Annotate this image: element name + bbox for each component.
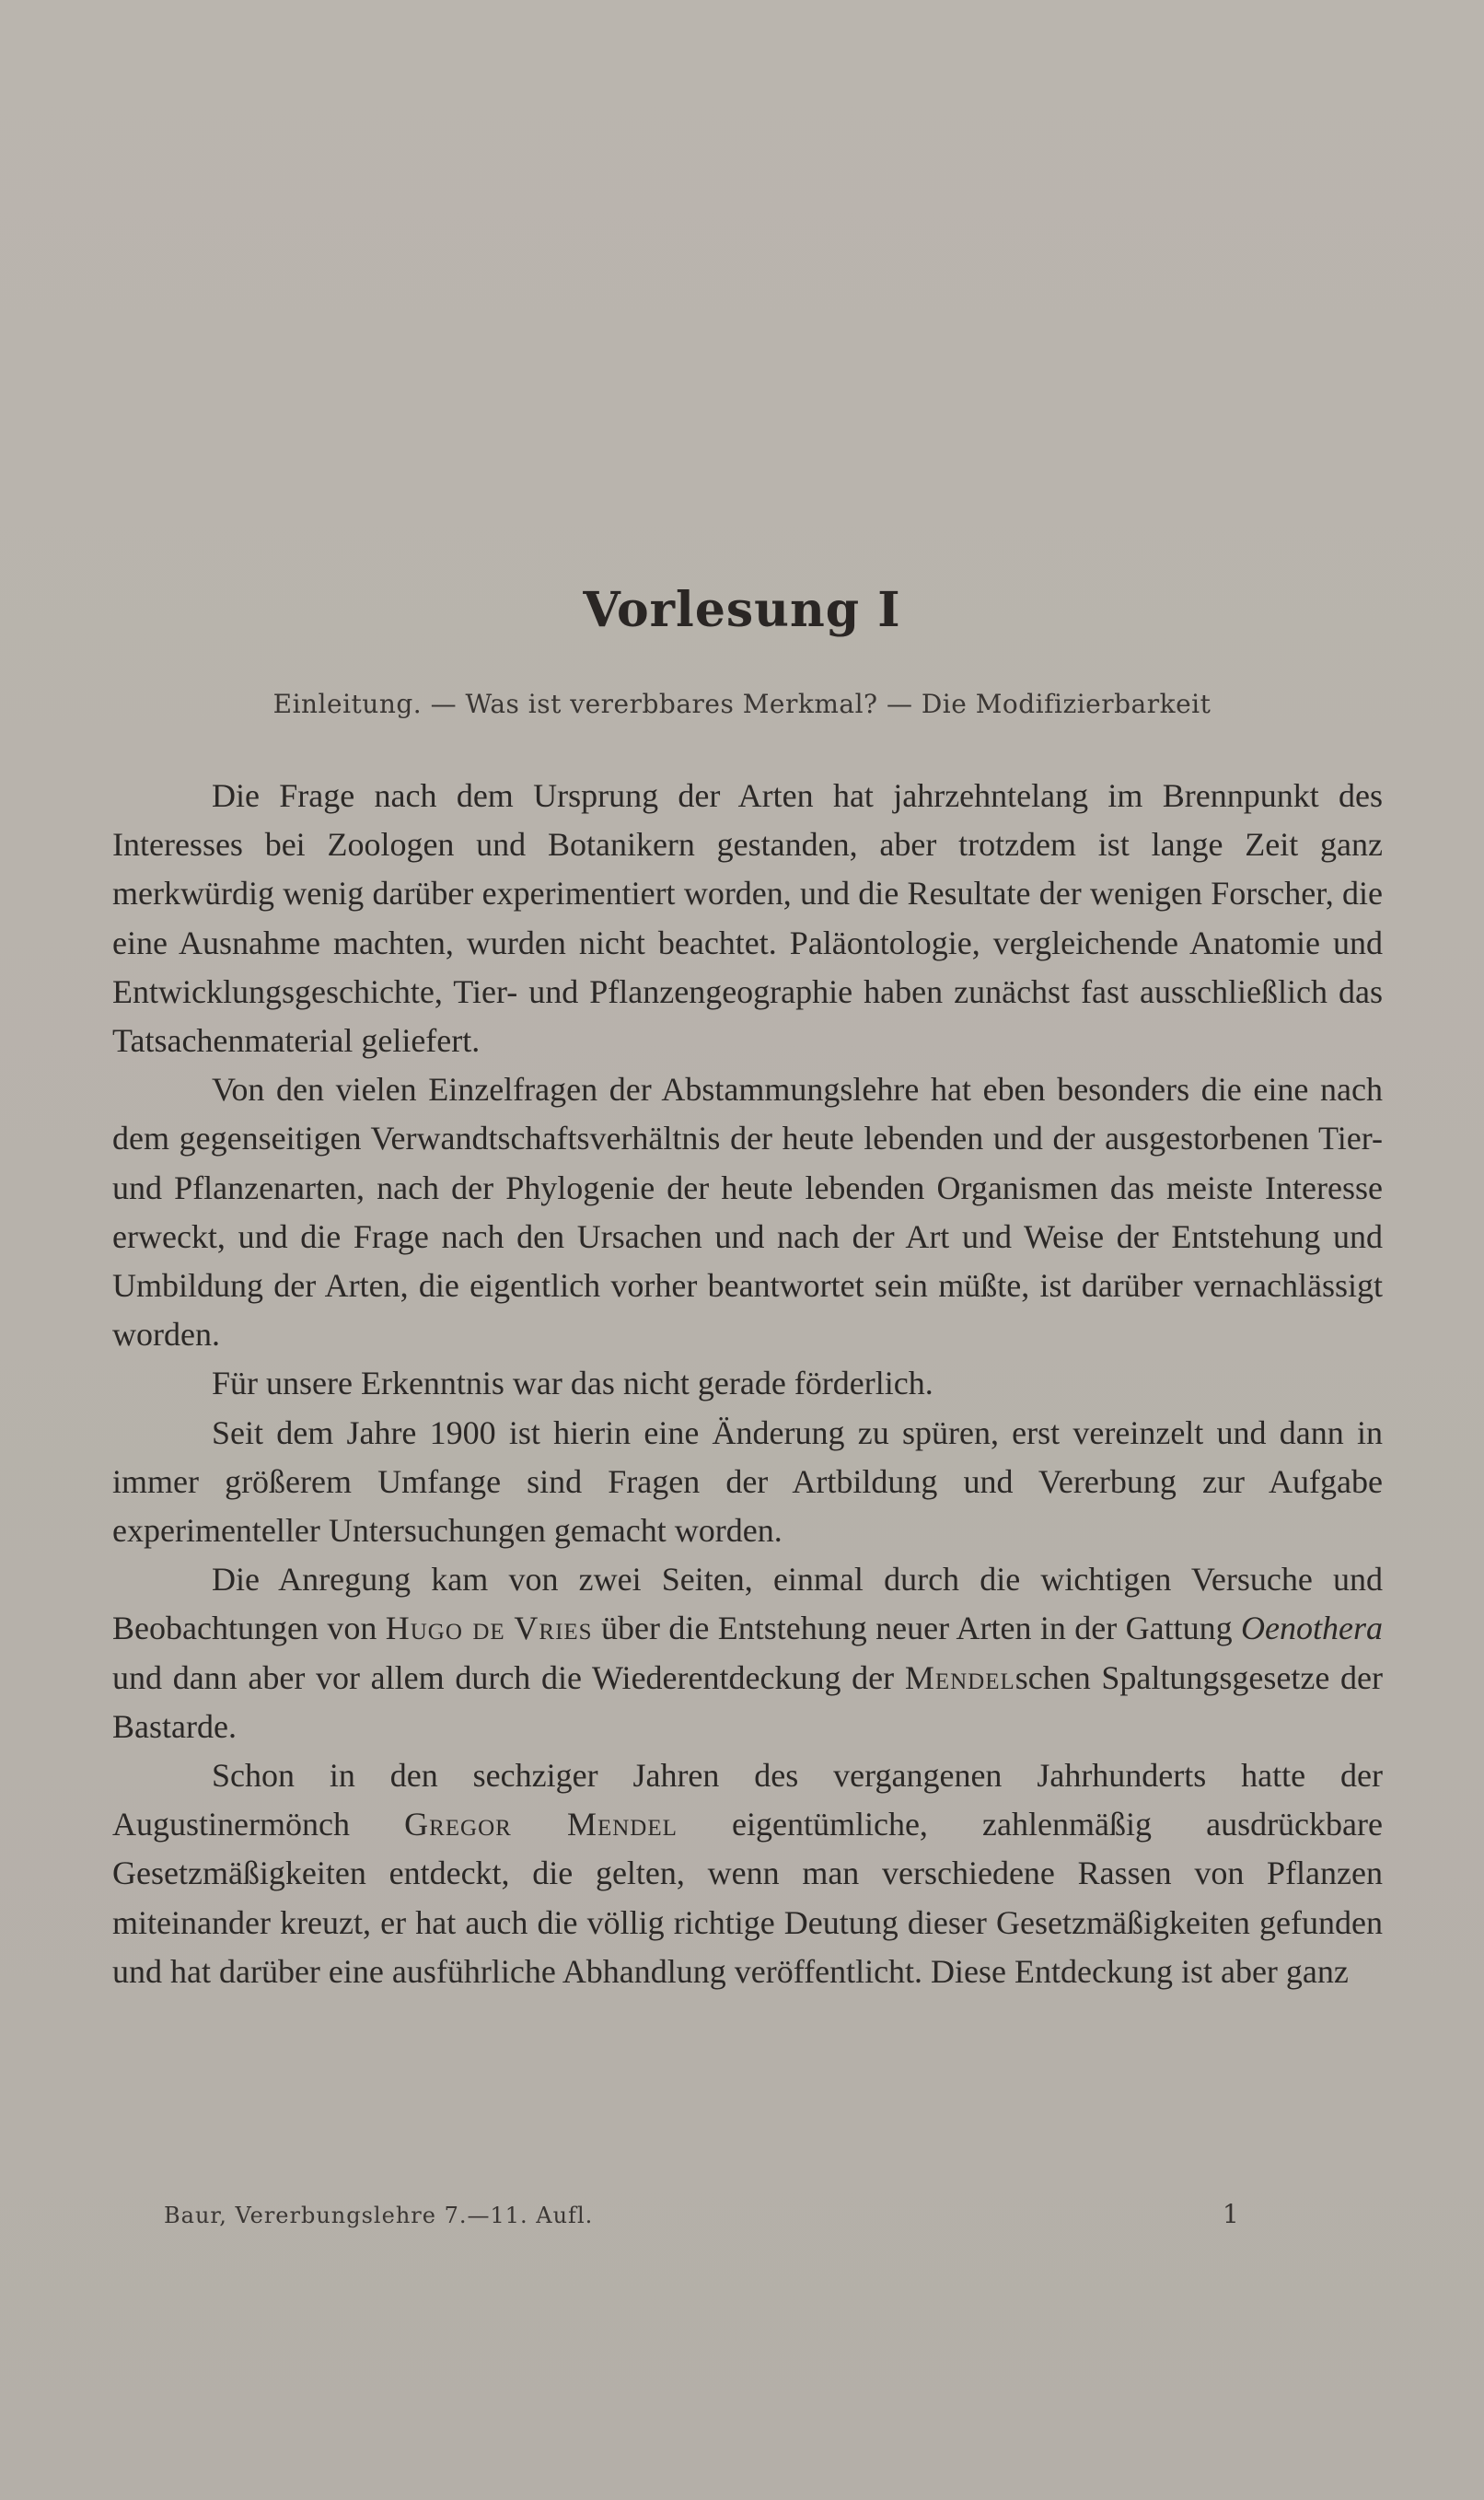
paragraph-4: Seit dem Jahre 1900 ist hierin eine Änderung zu spüren, erst vereinzelt und dann in immer größerem Umfange sind Fragen der Artbildung und Vererbung zur Aufgabe experimenteller Untersuchungen gemacht worden. [112,1413,1383,1550]
signature-line: Baur, Vererbungslehre 7.—11. Aufl. [164,2203,594,2228]
genus-name: Oenothera [1241,1610,1383,1647]
body-text [112,772,1383,1996]
paragraph-5-text-a: Die Anregung kam von zwei Seiten, einmal durch die wichtigen Versuche und Beobachtungen von [112,1561,1383,1647]
paragraph-6-text-a: Schon in den sechziger Jahren des vergangenen Jahrhunderts hatte der Augustinermönch [112,1757,1383,1843]
author-name-de-vries: Hugo de Vries [385,1610,593,1647]
paragraph-6-text-b: eigentümliche, zahlenmäßig ausdrückbare Gesetzmäßigkeiten entdeckt, die gelten, wenn man verschiedene Rassen von Pflanzen miteinander kreuzt, er hat auch die völlig richtige Deutung dieser Gesetzmäßigkeiten gefunden und hat darüber eine ausführliche Abhandlung veröffentlicht. Diese Entdeckung ist aber ganz [112,1806,1383,1990]
paragraph-2: Von den vielen Einzelfragen der Abstammungslehre hat eben besonders die eine nach dem gegenseitigen Verwandtschaftsverhältnis der heute lebenden und der ausgestorbenen Tier- und Pflanzenarten, nach der Phylogenie der heute lebenden Organismen das meiste Interesse erweckt, und die Frage nach den Ursachen und nach der Art und Weise der Entstehung und Umbildung der Arten, die eigentlich vorher beantwortet sein müßte, ist darüber vernachlässigt worden. [112,1071,1383,1354]
paragraph-6 [112,1751,1383,1996]
lecture-subtitle: Einleitung. — Was ist vererbbares Merkmal? — Die Modifizierbarkeit [272,689,1212,719]
paragraph-5-text-c: und dann aber vor allem durch die Wiederentdeckung der [112,1658,905,1696]
lecture-title: Vorlesung I [583,582,901,638]
author-name-mendel: Mendel [904,1658,1015,1696]
paragraph-1: Die Frage nach dem Ursprung der Arten hat jahrzehntelang im Brennpunkt des Interesses bei Zoologen und Botanikern gestanden, aber trotzdem ist lange Zeit ganz merkwürdig wenig darüber experimentiert worden, und die Resultate der wenigen Forscher, die eine Ausnahme machten, wurden nicht beachtet. Paläontologie, vergleichende Anatomie und Entwicklungsgeschichte, Tier- und Pflanzengeographie haben zunächst fast ausschließlich das Tatsachenmaterial geliefert. [112,777,1383,1060]
paragraph-5 [112,1555,1383,1751]
paragraph-5-text-b: über die Entstehung neuer Arten in der Gattung [592,1610,1242,1647]
author-name-gregor-mendel: Gregor Mendel [404,1806,678,1843]
paragraph-3: Für unsere Erkenntnis war das nicht gerade förderlich. [212,1365,933,1402]
page-number: 1 [1223,2199,1239,2229]
paragraph-5-text-d: schen Spaltungsgesetze der Bastarde. [112,1658,1384,1745]
